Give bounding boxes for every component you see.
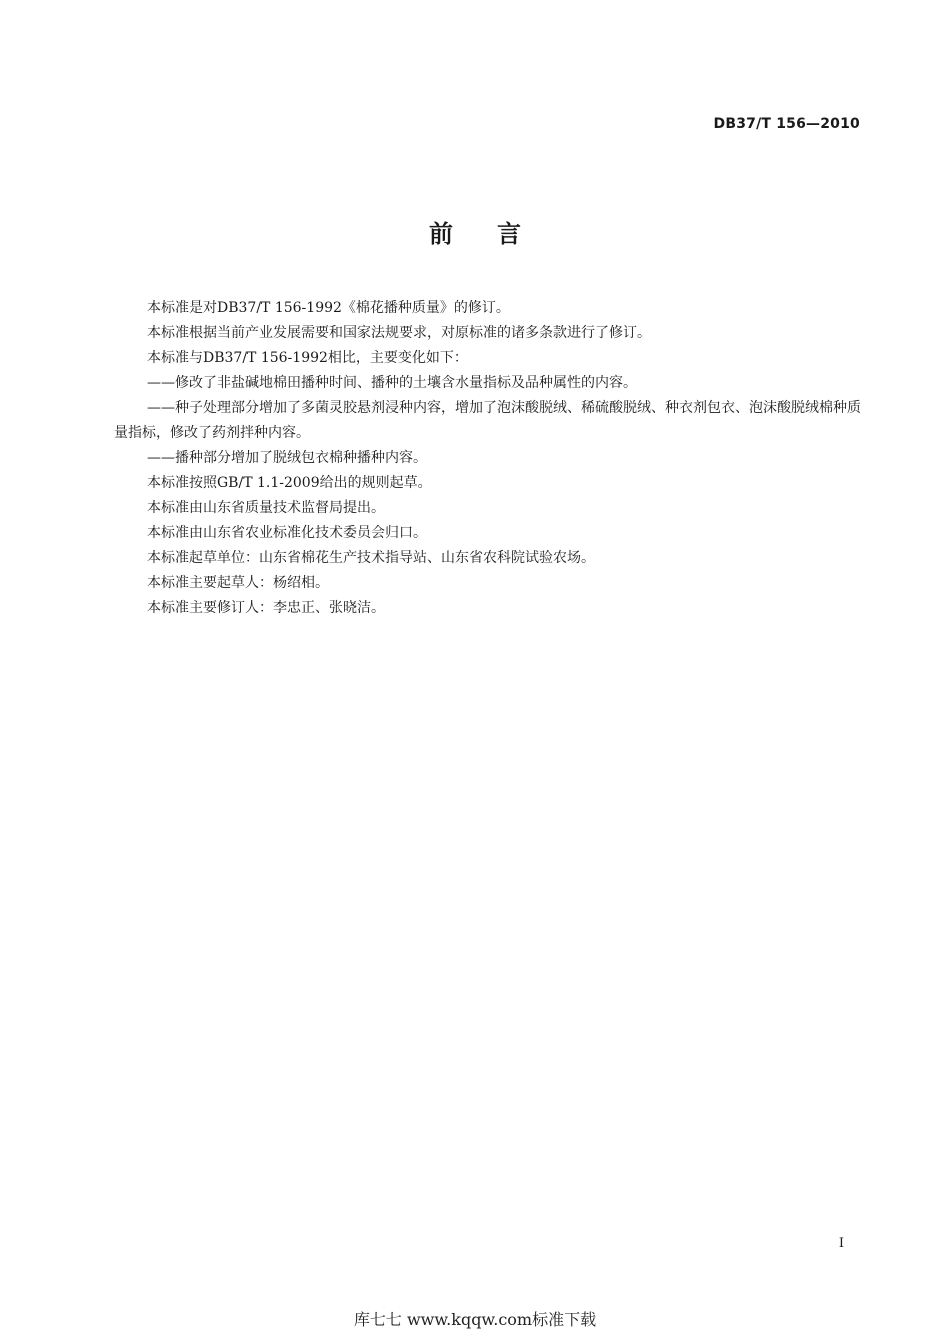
paragraph: 本标准与DB37/T 156-1992相比，主要变化如下： bbox=[147, 350, 468, 366]
paragraph: 本标准主要起草人：杨绍相。 bbox=[147, 575, 329, 591]
paragraph: ——播种部分增加了脱绒包衣棉种播种内容。 bbox=[147, 450, 427, 466]
paragraph: 本标准根据当前产业发展需要和国家法规要求，对原标准的诸多条款进行了修订。 bbox=[147, 325, 651, 341]
page-number: I bbox=[838, 1236, 844, 1251]
paragraph: ——种子处理部分增加了多菌灵胶悬剂浸种内容，增加了泡沫酸脱绒、稀硫酸脱绒、种衣剂包衣、泡沫酸脱绒棉种质量指标，修改了药剂拌种内容。 bbox=[114, 400, 861, 441]
footer-watermark: 库七七 www.kqqw.com标准下载 bbox=[353, 1310, 597, 1329]
page-title: 前言 bbox=[429, 220, 565, 248]
paragraph: ——修改了非盐碱地棉田播种时间、播种的土壤含水量指标及品种属性的内容。 bbox=[147, 375, 637, 391]
paragraph: 本标准起草单位：山东省棉花生产技术指导站、山东省农科院试验农场。 bbox=[147, 550, 595, 566]
paragraph: 本标准主要修订人：李忠正、张晓洁。 bbox=[147, 600, 385, 616]
paragraph: 本标准由山东省质量技术监督局提出。 bbox=[147, 500, 385, 516]
paragraph: 本标准由山东省农业标准化技术委员会归口。 bbox=[147, 525, 427, 541]
foreword-body bbox=[114, 296, 864, 621]
standard-code: DB37/T 156—2010 bbox=[713, 116, 860, 132]
paragraph: 本标准按照GB/T 1.1-2009给出的规则起草。 bbox=[147, 475, 432, 491]
paragraph: 本标准是对DB37/T 156-1992《棉花播种质量》的修订。 bbox=[147, 300, 510, 316]
